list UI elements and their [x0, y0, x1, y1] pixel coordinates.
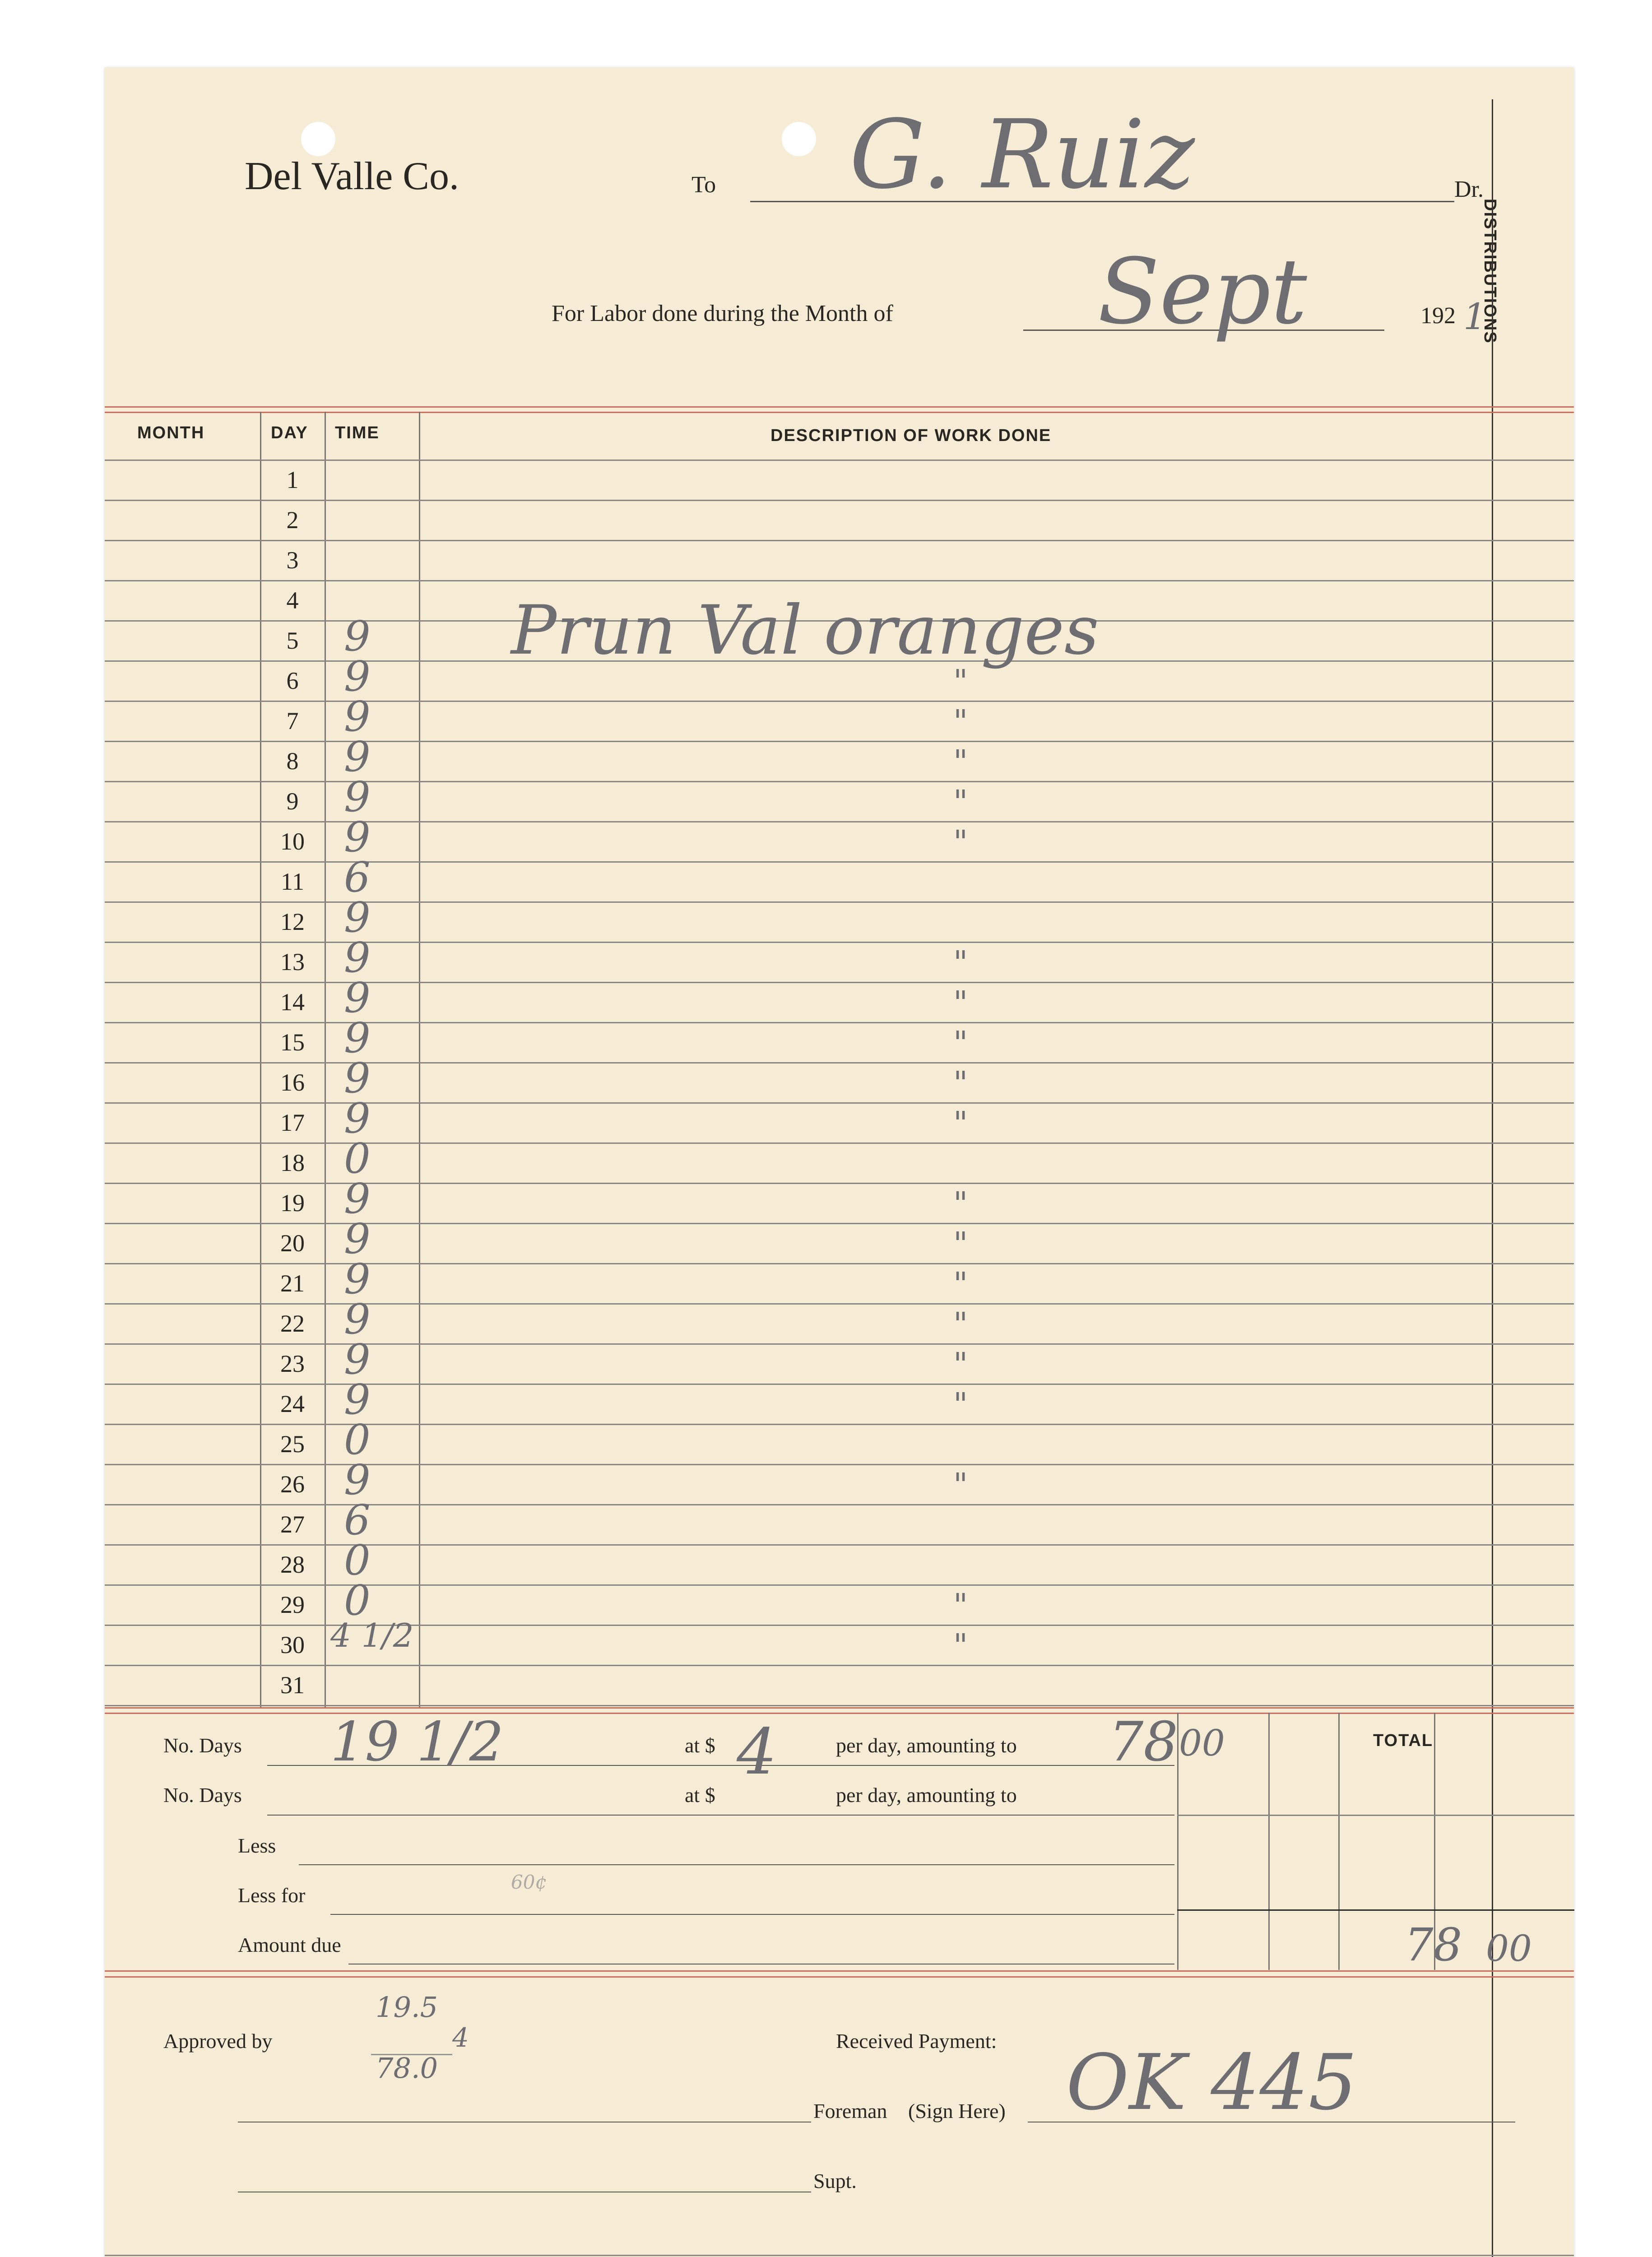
month-handwritten: Sept	[1098, 239, 1307, 344]
description-ditto: "	[953, 663, 968, 700]
less-for-underline	[330, 1914, 1174, 1915]
time-value: 9	[344, 612, 371, 660]
row-rule	[105, 942, 1574, 943]
month-label: For Labor done during the Month of	[552, 301, 893, 326]
day-number: 23	[280, 1350, 305, 1377]
no-days-label: No. Days	[163, 1734, 242, 1757]
summary-col-2	[1268, 1713, 1270, 1970]
row-rule	[105, 1544, 1574, 1546]
less-label: Less	[238, 1834, 276, 1857]
timesheet-page	[105, 68, 1574, 2257]
time-value: 9	[344, 893, 371, 942]
summary-col-3	[1338, 1713, 1340, 1970]
description-ditto: "	[953, 1466, 968, 1503]
time-value: 9	[344, 1295, 371, 1343]
description-ditto: "	[953, 1225, 968, 1262]
year-suffix: 1	[1463, 296, 1486, 338]
row-rule	[105, 580, 1574, 581]
approved-label: Approved by	[163, 2029, 273, 2053]
time-value: 0	[344, 1416, 371, 1464]
dr-label: Dr.	[1454, 176, 1484, 202]
summary-top-rule-2	[105, 1713, 1574, 1714]
day-number: 4	[286, 587, 299, 614]
time-value: 6	[344, 1496, 371, 1544]
time-value: 9	[344, 1215, 371, 1263]
time-value: 9	[344, 652, 371, 701]
description-ditto: "	[953, 823, 968, 860]
foreman-label: Foreman	[813, 2099, 887, 2122]
description-ditto: "	[953, 1346, 968, 1383]
day-number: 9	[286, 788, 299, 815]
row-rule	[105, 1504, 1574, 1505]
description-ditto: "	[953, 1386, 968, 1423]
row-rule	[105, 1665, 1574, 1666]
row-rule	[105, 500, 1574, 501]
company-name: Del Valle Co.	[245, 154, 459, 198]
time-value: 9	[344, 1175, 371, 1223]
summary-row-1	[1177, 1815, 1574, 1816]
no-days-value: 19 1/2	[330, 1711, 504, 1774]
day-number: 20	[280, 1230, 305, 1257]
day-number: 25	[280, 1430, 305, 1458]
day-number: 12	[280, 908, 305, 935]
time-value: 9	[344, 1054, 371, 1102]
description-ditto: "	[953, 783, 968, 820]
day-number: 29	[280, 1591, 305, 1618]
no-days-underline-2	[267, 1815, 1174, 1816]
per-day-label: per day, amounting to	[836, 1734, 1017, 1757]
sign-here-label: (Sign Here)	[908, 2099, 1006, 2122]
row-rule	[105, 1384, 1574, 1385]
day-number: 14	[280, 989, 305, 1016]
amount-dollars: 78	[1109, 1711, 1178, 1774]
row-rule	[105, 1022, 1574, 1023]
approval-calc-2: 4	[452, 2022, 469, 2053]
time-value: 0	[344, 1576, 371, 1625]
summary-col-4	[1434, 1713, 1435, 1970]
time-value: 0	[344, 1134, 371, 1183]
time-value: 9	[344, 813, 371, 861]
header-top-rule	[105, 406, 1574, 408]
approval-calc-rule	[371, 2054, 452, 2055]
row-rule	[105, 1424, 1574, 1425]
divider-time-desc	[419, 412, 420, 1707]
less-for-label: Less for	[238, 1884, 306, 1907]
day-number: 24	[280, 1390, 305, 1417]
less-for-note: 60¢	[511, 1871, 548, 1893]
description-ditto: "	[953, 944, 968, 981]
day-number: 5	[286, 627, 299, 654]
description-ditto: "	[953, 703, 968, 740]
description-ditto: "	[953, 743, 968, 780]
row-rule	[105, 1343, 1574, 1345]
row-rule	[105, 701, 1574, 702]
row-rule	[105, 1584, 1574, 1586]
time-value: 9	[344, 1014, 371, 1062]
day-number: 28	[280, 1551, 305, 1578]
row-rule	[105, 741, 1574, 742]
time-value: 9	[344, 1255, 371, 1303]
description-ditto: "	[953, 1265, 968, 1302]
row-rule	[105, 1705, 1574, 1706]
day-number: 11	[281, 868, 304, 895]
time-value: 9	[344, 1456, 371, 1504]
day-number: 3	[286, 547, 299, 574]
time-value: 9	[344, 773, 371, 821]
supt-label: Supt.	[813, 2169, 857, 2192]
day-number: 10	[280, 828, 305, 855]
day-number: 1	[286, 466, 299, 493]
summary-row-2	[1177, 1909, 1574, 1911]
day-number: 2	[286, 506, 299, 534]
day-number: 8	[286, 748, 299, 775]
time-value: 9	[344, 692, 371, 741]
footer-top-rule	[105, 1970, 1574, 1972]
row-rule	[105, 1223, 1574, 1224]
col-time: TIME	[335, 423, 380, 442]
day-number: 22	[280, 1310, 305, 1337]
row-rule	[105, 460, 1574, 461]
day-number: 26	[280, 1471, 305, 1498]
row-rule	[105, 861, 1574, 863]
description-ditto: "	[953, 984, 968, 1021]
year-prefix: 192	[1420, 303, 1456, 329]
row-rule	[105, 540, 1574, 541]
row-rule	[105, 901, 1574, 903]
time-value: 9	[344, 933, 371, 982]
due-dollars: 78	[1405, 1918, 1462, 1971]
no-days-label-2: No. Days	[163, 1783, 242, 1807]
day-number: 19	[280, 1189, 305, 1217]
less-underline	[299, 1864, 1174, 1865]
rate-at-label: at $	[685, 1734, 715, 1757]
signature: OK 445	[1066, 2038, 1357, 2127]
day-number: 21	[280, 1270, 305, 1297]
divider-month-day	[260, 412, 261, 1707]
day-number: 17	[280, 1109, 305, 1136]
punch-hole-right	[782, 122, 816, 156]
total-label: TOTAL	[1373, 1731, 1434, 1750]
day-number: 30	[280, 1631, 305, 1658]
rate-at-label-2: at $	[685, 1783, 715, 1807]
amount-due-label: Amount due	[238, 1933, 341, 1956]
time-value: 9	[344, 733, 371, 781]
row-rule	[105, 982, 1574, 983]
description-first-entry: Prun Val oranges	[511, 591, 1099, 670]
due-cents: 00	[1486, 1927, 1532, 1969]
day-number: 31	[280, 1672, 305, 1699]
punch-hole-left	[301, 122, 335, 156]
col-description: DESCRIPTION OF WORK DONE	[770, 426, 1052, 445]
per-day-label-2: per day, amounting to	[836, 1783, 1017, 1807]
description-ditto: "	[953, 1305, 968, 1342]
row-rule	[105, 1263, 1574, 1264]
day-number: 15	[280, 1029, 305, 1056]
day-number: 18	[280, 1149, 305, 1176]
payee-handwritten: G. Ruiz	[849, 99, 1195, 210]
description-ditto: "	[953, 1185, 968, 1222]
amount-cents: 00	[1179, 1722, 1225, 1764]
time-value: 9	[344, 1335, 371, 1384]
time-value: 9	[344, 1094, 371, 1142]
row-rule	[105, 1062, 1574, 1063]
row-rule	[105, 1142, 1574, 1144]
col-month: MONTH	[137, 423, 205, 442]
time-value: 0	[344, 1536, 371, 1584]
description-ditto: "	[953, 1105, 968, 1142]
description-ditto: "	[953, 1627, 968, 1664]
to-label: To	[691, 172, 716, 198]
footer-top-rule-2	[105, 1976, 1574, 1978]
received-payment-label: Received Payment:	[836, 2029, 997, 2053]
row-rule	[105, 1464, 1574, 1465]
row-rule	[105, 1303, 1574, 1305]
approval-calc-3: 78.0	[376, 2052, 438, 2085]
summary-top-rule	[105, 1707, 1574, 1709]
summary-col-1	[1177, 1713, 1179, 1970]
row-rule	[105, 1625, 1574, 1626]
time-value: 9	[344, 1375, 371, 1424]
row-rule	[105, 1183, 1574, 1184]
divider-day-time	[325, 412, 326, 1707]
time-value: 4 1/2	[330, 1616, 414, 1654]
description-ditto: "	[953, 1587, 968, 1624]
day-number: 6	[286, 667, 299, 694]
time-value: 6	[344, 853, 371, 901]
approval-calc-1: 19.5	[376, 1991, 438, 2024]
day-number: 27	[280, 1511, 305, 1538]
footer-bottom-rule	[105, 2255, 1574, 2256]
row-rule	[105, 821, 1574, 822]
day-number: 13	[280, 948, 305, 975]
row-rule	[105, 1102, 1574, 1104]
row-rule	[105, 781, 1574, 782]
day-number: 7	[286, 707, 299, 734]
time-value: 9	[344, 974, 371, 1022]
col-day: DAY	[271, 423, 308, 442]
description-ditto: "	[953, 1064, 968, 1101]
description-ditto: "	[953, 1024, 968, 1061]
distributions-label: DISTRIBUTIONS	[1480, 199, 1499, 344]
rate-value: 4	[737, 1715, 777, 1789]
day-number: 16	[280, 1069, 305, 1096]
